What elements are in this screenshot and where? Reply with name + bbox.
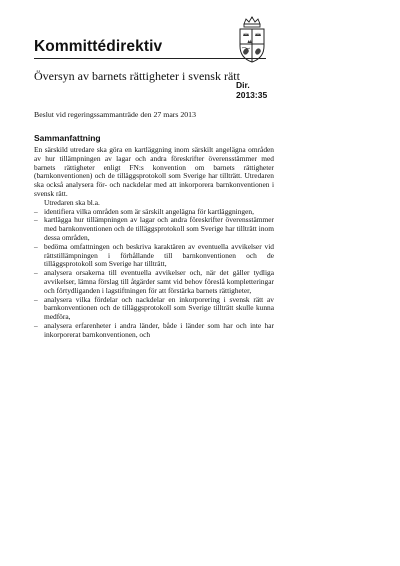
list-dash: – bbox=[34, 294, 38, 304]
summary-paragraph: En särskild utredare ska göra en kartläggning inom särskilt angelägna områden av hur tillämpningen av lagar och andra föreskrifter överensstämmer med barnets rättigheter enligt FN:s konvention om barnets rättigheter (barnkonventionen) och de tilläggsprotokoll som Sverige har tillträtt. Utredaren ska också analysera för- och nackdelar med att inkorporera barnkonventionen i svensk rätt. bbox=[34, 145, 274, 198]
list-item-text: bedöma omfattningen och beskriva karaktären av eventuella avvikelser vid rättstillämpningen i förhållande till barnkonventionen och de tilläggsprotokoll som Sverige har tillträtt, bbox=[44, 241, 274, 269]
decision-date: Beslut vid regeringssammanträde den 27 mars 2013 bbox=[34, 110, 196, 119]
list-item bbox=[34, 243, 274, 269]
list-item-text: analysera vilka fördelar och nackdelar en inkorporering i svensk rätt av barnkonventionen och de tilläggsprotokoll som Sverige tillträtt skulle kunna medföra, bbox=[44, 294, 274, 322]
list-item-text: analysera orsakerna till eventuella avvikelser och, när det gäller tydliga avvikelser, lämna förslag till åtgärder samt vid behov föreslå kompletteringar och förtydliganden i lagstiftningen för att förstärka barnets rättigheter, bbox=[44, 268, 274, 295]
list-intro: Utredaren ska bl.a. bbox=[44, 197, 100, 207]
list-dash: – bbox=[34, 268, 38, 278]
task-list bbox=[34, 208, 274, 340]
list-item bbox=[34, 269, 274, 295]
directive-subtitle: Översyn av barnets rättigheter i svensk rätt bbox=[34, 69, 240, 83]
dir-label: Dir. bbox=[236, 80, 250, 90]
section-heading-summary: Sammanfattning bbox=[34, 133, 101, 143]
header-divider bbox=[34, 58, 266, 59]
swedish-coat-of-arms-icon bbox=[232, 16, 272, 64]
list-dash: – bbox=[34, 320, 38, 330]
list-item-text: analysera erfarenheter i andra länder, både i länder som har och inte har inkorporerat barnkonventionen, och bbox=[44, 320, 274, 339]
directive-number-block bbox=[236, 80, 280, 100]
document-type-title: Kommittédirektiv bbox=[34, 38, 163, 55]
list-item bbox=[34, 322, 274, 340]
list-dash: – bbox=[34, 206, 38, 216]
list-item-text: identifiera vilka områden som är särskilt angelägna för kartläggningen, bbox=[44, 206, 254, 216]
list-dash: – bbox=[34, 215, 38, 225]
list-item bbox=[34, 296, 274, 322]
list-dash: – bbox=[34, 241, 38, 251]
summary-body bbox=[34, 146, 274, 340]
list-item bbox=[34, 216, 274, 242]
list-item-text: kartlägga hur tillämpningen av lagar och andra föreskrifter överensstämmer med barnkonventionen och de tilläggsprotokoll som Sverige har tillträtt inom dessa områden, bbox=[44, 215, 274, 242]
dir-number: 2013:35 bbox=[236, 90, 268, 100]
